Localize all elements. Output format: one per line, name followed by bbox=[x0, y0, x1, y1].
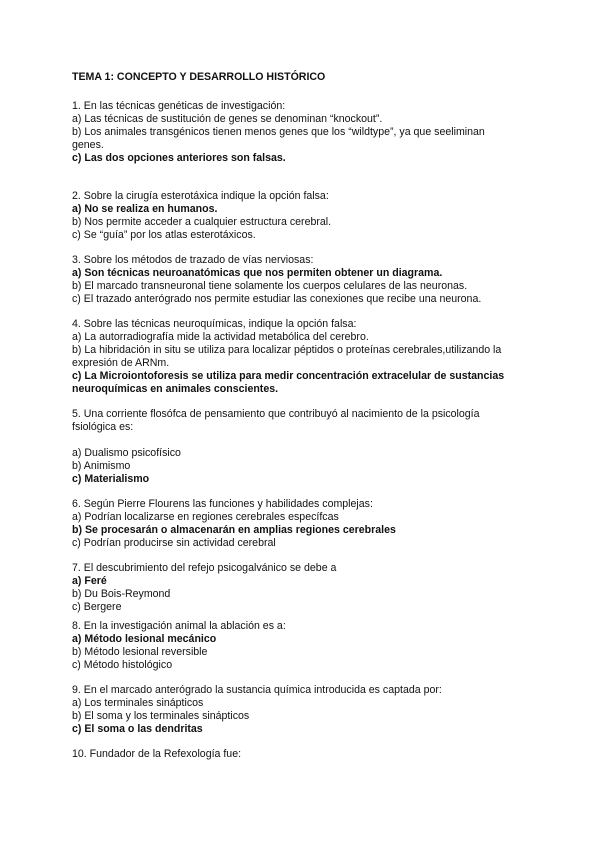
answer-option: genes. bbox=[72, 139, 104, 151]
question-2 bbox=[72, 190, 532, 242]
document-page bbox=[72, 70, 532, 773]
correct-answer-option: c) La Microiontoforesis se utiliza para medir concentración extracelular de sustancias bbox=[72, 370, 505, 382]
question-5 bbox=[72, 408, 532, 486]
correct-answer-option: a) Método lesional mecánico bbox=[72, 633, 217, 645]
answer-option: a) Los terminales sinápticos bbox=[72, 697, 204, 709]
answer-option: c) Bergere bbox=[72, 601, 122, 613]
correct-answer-option: a) No se realiza en humanos. bbox=[72, 203, 218, 215]
answer-option: c) Método histológico bbox=[72, 659, 173, 671]
correct-answer-option: b) Se procesarán o almacenarán en amplias regiones cerebrales bbox=[72, 524, 396, 536]
question-6 bbox=[72, 498, 532, 550]
question-stem: 9. En el marcado anterógrado la sustancia química introducida es captada por: bbox=[72, 684, 442, 696]
question-stem: 6. Según Pierre Flourens las funciones y habilidades complejas: bbox=[72, 498, 373, 510]
answer-option: c) Se “guía” por los atlas esterotáxicos. bbox=[72, 229, 256, 241]
question-7 bbox=[72, 562, 532, 614]
answer-option: expresión de ARNm. bbox=[72, 357, 170, 369]
answer-option: c) El trazado anterógrado nos permite estudiar las conexiones que recibe una neurona. bbox=[72, 293, 482, 305]
question-8 bbox=[72, 620, 532, 672]
answer-option: b) El marcado transneuronal tiene solamente los cuerpos celulares de las neuronas. bbox=[72, 280, 468, 292]
question-stem: 3. Sobre los métodos de trazado de vías nerviosas: bbox=[72, 254, 314, 266]
question-3 bbox=[72, 254, 532, 306]
question-stem: 5. Una corriente flosófca de pensamiento que contribuyó al nacimiento de la psicología bbox=[72, 408, 480, 420]
answer-option: b) Nos permite acceder a cualquier estructura cerebral. bbox=[72, 216, 332, 228]
question-stem: 2. Sobre la cirugía esterotáxica indique la opción falsa: bbox=[72, 190, 329, 202]
question-10 bbox=[72, 748, 532, 761]
question-1 bbox=[72, 100, 532, 178]
question-stem: 1. En las técnicas genéticas de investigación: bbox=[72, 100, 286, 112]
answer-option: b) Los animales transgénicos tienen menos genes que los “wildtype”, ya que seeliminan bbox=[72, 126, 485, 138]
answer-option: c) Podrían producirse sin actividad cerebral bbox=[72, 537, 276, 549]
spacer bbox=[72, 165, 532, 178]
correct-answer-option: a) Son técnicas neuroanatómicas que nos permiten obtener un diagrama. bbox=[72, 267, 443, 279]
spacer bbox=[72, 434, 532, 447]
correct-answer-option: a) Feré bbox=[72, 575, 107, 587]
answer-option: a) Podrían localizarse en regiones cerebrales específcas bbox=[72, 511, 339, 523]
answer-option: a) La autorradiografía mide la actividad metabólica del cerebro. bbox=[72, 331, 369, 343]
question-stem: 4. Sobre las técnicas neuroquímicas, indique la opción falsa: bbox=[72, 318, 357, 330]
question-stem: 8. En la investigación animal la ablación es a: bbox=[72, 620, 286, 632]
correct-answer-option: c) Materialismo bbox=[72, 473, 150, 485]
question-stem: fsiológica es: bbox=[72, 421, 134, 433]
answer-option: b) La hibridación in situ se utiliza para localizar péptidos o proteínas cerebrales,utilizando la bbox=[72, 344, 502, 356]
correct-answer-option: neuroquímicas en animales conscientes. bbox=[72, 383, 279, 395]
question-9 bbox=[72, 684, 532, 736]
question-4 bbox=[72, 318, 532, 396]
answer-option: b) Du Bois-Reymond bbox=[72, 588, 171, 600]
question-list bbox=[72, 100, 532, 761]
answer-option: b) Método lesional reversible bbox=[72, 646, 208, 658]
answer-option: a) Dualismo psicofísico bbox=[72, 447, 181, 459]
answer-option: b) El soma y los terminales sinápticos bbox=[72, 710, 250, 722]
correct-answer-option: c) Las dos opciones anteriores son falsas. bbox=[72, 152, 286, 164]
page-title: TEMA 1: CONCEPTO Y DESARROLLO HISTÓRICO bbox=[72, 71, 326, 83]
question-stem: 7. El descubrimiento del refejo psicogalvánico se debe a bbox=[72, 562, 337, 574]
question-stem: 10. Fundador de la Refexología fue: bbox=[72, 748, 242, 760]
answer-option: b) Animismo bbox=[72, 460, 131, 472]
answer-option: a) Las técnicas de sustitución de genes se denominan “knockout”. bbox=[72, 113, 383, 125]
correct-answer-option: c) El soma o las dendritas bbox=[72, 723, 203, 735]
